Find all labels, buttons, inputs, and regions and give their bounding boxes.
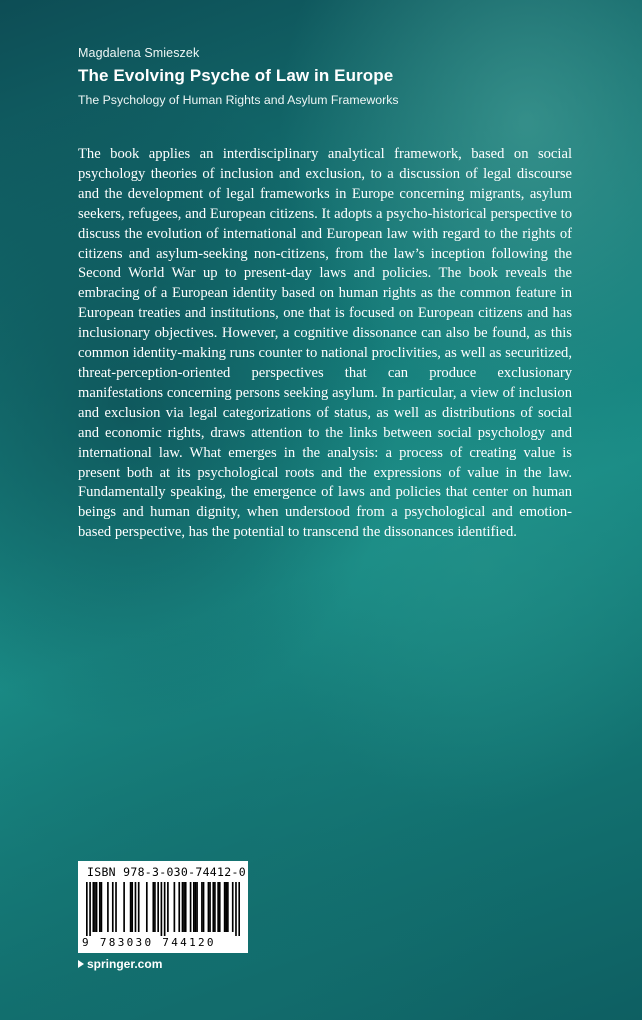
- barcode-bar: [86, 882, 88, 936]
- barcode-bar: [131, 882, 133, 932]
- isbn-label: ISBN 978-3-030-74412-0: [87, 865, 246, 879]
- barcode-bar: [227, 882, 229, 932]
- barcode-bar: [185, 882, 187, 932]
- barcode-bar: [224, 882, 226, 932]
- barcode-bar: [94, 882, 96, 932]
- barcode-bar: [208, 882, 210, 932]
- barcode-bar: [115, 882, 117, 932]
- barcode-bar: [178, 882, 180, 932]
- barcode-bar: [135, 882, 137, 932]
- author-name: Magdalena Smieszek: [78, 46, 200, 60]
- barcode-bar: [195, 882, 197, 932]
- barcode-bar: [157, 882, 159, 932]
- barcode-bar: [99, 882, 101, 932]
- barcode-bar: [232, 882, 234, 932]
- book-subtitle: The Psychology of Human Rights and Asylum Frameworks: [78, 93, 399, 107]
- publisher-link[interactable]: [78, 957, 162, 971]
- barcode-bar: [235, 882, 237, 936]
- book-description: The book applies an interdisciplinary analytical framework, based on social psychology theories of inclusion and exclusion, to a discussion of legal discourse and the development of legal frameworks in Europe concerning migrants, asylum seekers, refugees, and European citizens. It adopts a psycho-historical perspective to discuss the evolution of international and European law with regard to the rights of citizens and asylum-seeking non-citizens, from the law’s inception following the Second World War up to present-day laws and policies. The book reveals the embracing of a European identity based on human rights as the common feature in European treaties and institutions, one that is focused on European citizens and has inclusionary objectives. However, a cognitive dissonance can also be found, as this common identity-making runs counter to national proclivities, as well as securitized, threat-perception-oriented perspectives that can produce exclusionary manifestations concerning persons seeking asylum. In particular, a view of inclusion and exclusion via legal categorizations of status, as well as distributions of social and economic rights, draws attention to the links between social psychology and international law. What emerges in the analysis: a process of creating value is present both at its psychological roots and the expressions of value in the law. Fundamentally speaking, the emergence of laws and policies that center on human beings and human dignity, when understood from a psychological and emotion-based perspective, has the potential to transcend the dissonances identified.: [78, 146, 572, 541]
- barcode-bar: [107, 882, 109, 932]
- barcode-bar: [214, 882, 216, 932]
- barcode-bar: [164, 882, 166, 936]
- barcode-bar: [174, 882, 176, 932]
- barcode-bar: [130, 882, 132, 932]
- barcode-bar: [203, 882, 205, 932]
- barcode-bar: [161, 882, 163, 936]
- barcode-bar: [238, 882, 240, 936]
- isbn-barcode: [78, 861, 248, 953]
- barcode-bar: [182, 882, 184, 932]
- book-title: The Evolving Psyche of Law in Europe: [78, 66, 394, 85]
- barcode-bar: [96, 882, 98, 932]
- barcode-bar: [209, 882, 211, 932]
- barcode-bar: [152, 882, 154, 932]
- barcode-bar: [138, 882, 140, 932]
- ean-digits: 9 783030 744120: [82, 936, 216, 949]
- barcode-bar: [196, 882, 198, 932]
- barcode-bar: [183, 882, 185, 932]
- publisher-link-text: springer.com: [87, 957, 163, 971]
- barcode-bar: [190, 882, 192, 932]
- barcode-bar: [112, 882, 114, 932]
- barcode-bar: [89, 882, 91, 936]
- barcode-bar: [92, 882, 94, 932]
- barcode-bar: [154, 882, 156, 932]
- barcode-bar: [167, 882, 169, 932]
- barcode-bar: [225, 882, 227, 932]
- barcode-bar: [212, 882, 214, 932]
- barcode-bar: [123, 882, 125, 932]
- barcode-bar: [219, 882, 221, 932]
- barcode-bar: [193, 882, 195, 932]
- barcode-bar: [101, 882, 103, 932]
- barcode-bars: [86, 882, 240, 936]
- arrow-right-icon: [78, 960, 84, 968]
- barcode-bar: [217, 882, 219, 932]
- barcode-bar: [146, 882, 148, 932]
- barcode-bar: [201, 882, 203, 932]
